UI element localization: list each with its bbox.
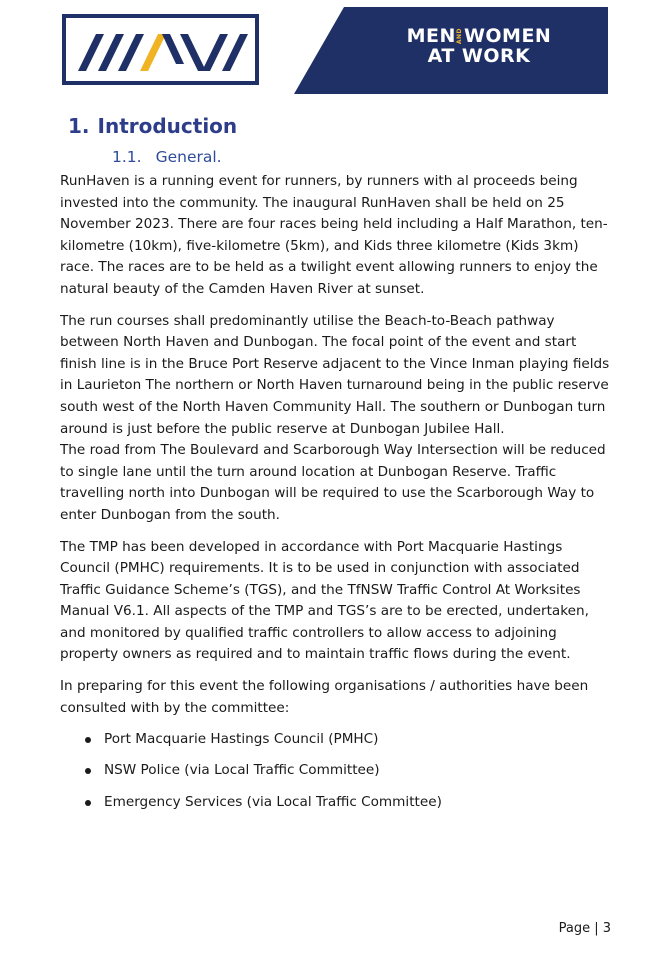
body-text <box>60 171 616 823</box>
consulted-organisations-list <box>60 729 616 813</box>
list-item <box>60 729 616 751</box>
paragraph: RunHaven is a running event for runners, by runners with al proceeds being invested into the community. The inaugural RunHaven shall be held on 25 November 2023. There are four races being held including a Half Marathon, ten-kilometre (10km), five-kilometre (5km), and Kids three kilometre (Kids 3km) race. The races are to be held as a twilight event allowing runners to enjoy the natural beauty of the Camden Haven River at sunset. <box>60 173 608 297</box>
paragraph: The run courses shall predominantly utilise the Beach-to-Beach pathway between North Haven and Dunbogan. The focal point of the event and start finish line is in the Bruce Port Reserve adjacent to the Vince Inman playing fields in Laurieton The northern or North Haven turnaround being in the public reserve south west of the North Haven Community Hall. The southern or Dunbogan turn around is just before the public reserve at Dunbogan Jubilee Hall. <box>60 312 610 437</box>
banner-women: WOMEN <box>463 25 552 47</box>
page-header <box>0 0 670 100</box>
paragraph: In preparing for this event the following organisations / authorities have been consulted with by the committee: <box>60 678 589 716</box>
bullet-icon <box>85 800 91 806</box>
banner-men: MEN <box>406 25 456 47</box>
subsection-title: General. <box>155 148 222 166</box>
paragraph: The road from The Boulevard and Scarborough Way Intersection will be reduced to single lane until the turn around location at Dunbogan Reserve. Traffic travelling north into Dunbogan will be required to use the Scarborough Way to enter Dunbogan from the south. <box>60 442 606 523</box>
paragraph: The TMP has been developed in accordance with Port Macquarie Hastings Council (PMHC) requirements. It is to be used in conjunction with associated Traffic Guidance Scheme’s (TGS), and the TfNSW Traffic Control At Worksites Manual V6.1. All aspects of the TMP and TGS’s are to be erected, undertaken, and monitored by qualified traffic controllers to allow access to adjoining property owners as required and to maintain traffic flows during the event. <box>60 538 589 663</box>
banner-at-work: AT WORK <box>427 45 531 67</box>
maw-logo <box>62 14 259 85</box>
bullet-icon <box>85 768 91 774</box>
list-item <box>60 760 616 782</box>
list-item-text: Port Macquarie Hastings Council (PMHC) <box>104 731 379 748</box>
section-heading <box>68 114 237 138</box>
page-number: Page | 3 <box>558 921 611 936</box>
list-item <box>60 792 616 814</box>
bullet-icon <box>85 737 91 743</box>
list-item-text: Emergency Services (via Local Traffic Committee) <box>104 793 442 810</box>
men-and-women-at-work-banner <box>294 7 608 94</box>
subsection-number: 1.1. <box>112 148 142 166</box>
section-number: 1. <box>68 114 90 138</box>
list-item-text: NSW Police (via Local Traffic Committee) <box>104 762 380 779</box>
section-title: Introduction <box>97 114 238 138</box>
subsection-heading <box>112 148 222 166</box>
banner-and: AND <box>455 28 463 45</box>
